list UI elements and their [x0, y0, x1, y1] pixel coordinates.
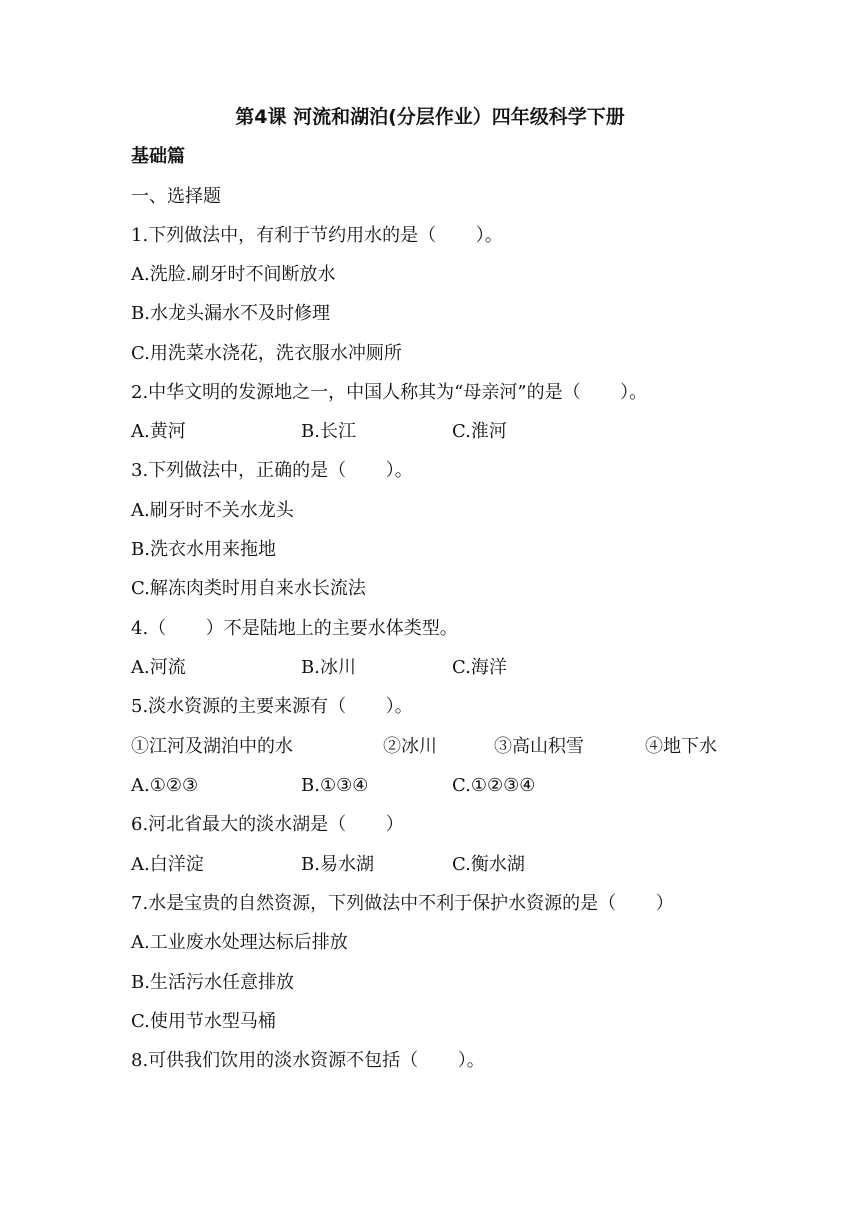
- question-6-option-c: C.衡水湖: [452, 854, 525, 875]
- document-title: 第4课 河流和湖泊(分层作业）四年级科学下册: [235, 106, 625, 128]
- question-5-option-b: B.①③④: [301, 775, 369, 796]
- question-4-option-a: A.河流: [131, 657, 186, 678]
- question-1-stem: 1.下列做法中，有利于节约用水的是（ ）。: [131, 225, 503, 246]
- part-heading: 一、选择题: [131, 186, 221, 207]
- question-7-option-a: A.工业废水处理达标后排放: [131, 932, 348, 953]
- question-3-option-b: B.洗衣水用来拖地: [131, 539, 276, 560]
- question-3-option-a: A.刷牙时不关水龙头: [131, 500, 294, 521]
- question-6-option-b: B.易水湖: [301, 854, 374, 875]
- question-4-option-b: B.冰川: [301, 657, 356, 678]
- question-2-option-c: C.淮河: [452, 421, 507, 442]
- question-4-stem: 4.（ ）不是陆地上的主要水体类型。: [131, 618, 458, 639]
- question-5-stem: 5.淡水资源的主要来源有（ ）。: [131, 696, 413, 717]
- question-3-stem: 3.下列做法中，正确的是（ ）。: [131, 460, 413, 481]
- question-5-item-2: ②冰川: [383, 736, 437, 757]
- question-5-item-3: ③高山积雪: [494, 736, 584, 757]
- question-5-option-a: A.①②③: [131, 775, 199, 796]
- question-3-option-c: C.解冻肉类时用自来水长流法: [131, 578, 366, 599]
- question-6-option-a: A.白洋淀: [131, 854, 204, 875]
- section-heading: 基础篇: [131, 146, 185, 167]
- question-7-stem: 7.水是宝贵的自然资源，下列做法中不利于保护水资源的是（ ）: [131, 893, 674, 914]
- question-4-option-c: C.海洋: [452, 657, 507, 678]
- question-6-stem: 6.河北省最大的淡水湖是（ ）: [131, 814, 404, 835]
- question-1-option-b: B.水龙头漏水不及时修理: [131, 303, 330, 324]
- question-1-option-a: A.洗脸.刷牙时不间断放水: [131, 264, 336, 285]
- question-7-option-c: C.使用节水型马桶: [131, 1011, 276, 1032]
- question-7-option-b: B.生活污水任意排放: [131, 972, 294, 993]
- question-2-option-a: A.黄河: [131, 421, 186, 442]
- question-5-option-c: C.①②③④: [452, 775, 536, 796]
- question-1-option-c: C.用洗菜水浇花，洗衣服水冲厕所: [131, 343, 402, 364]
- question-5-item-1: ①江河及湖泊中的水: [131, 736, 293, 757]
- question-8-stem: 8.可供我们饮用的淡水资源不包括（ ）。: [131, 1050, 485, 1071]
- question-2-option-b: B.长江: [301, 421, 356, 442]
- question-5-item-4: ④地下水: [645, 736, 717, 757]
- question-2-stem: 2.中华文明的发源地之一，中国人称其为“母亲河”的是（ ）。: [131, 382, 648, 403]
